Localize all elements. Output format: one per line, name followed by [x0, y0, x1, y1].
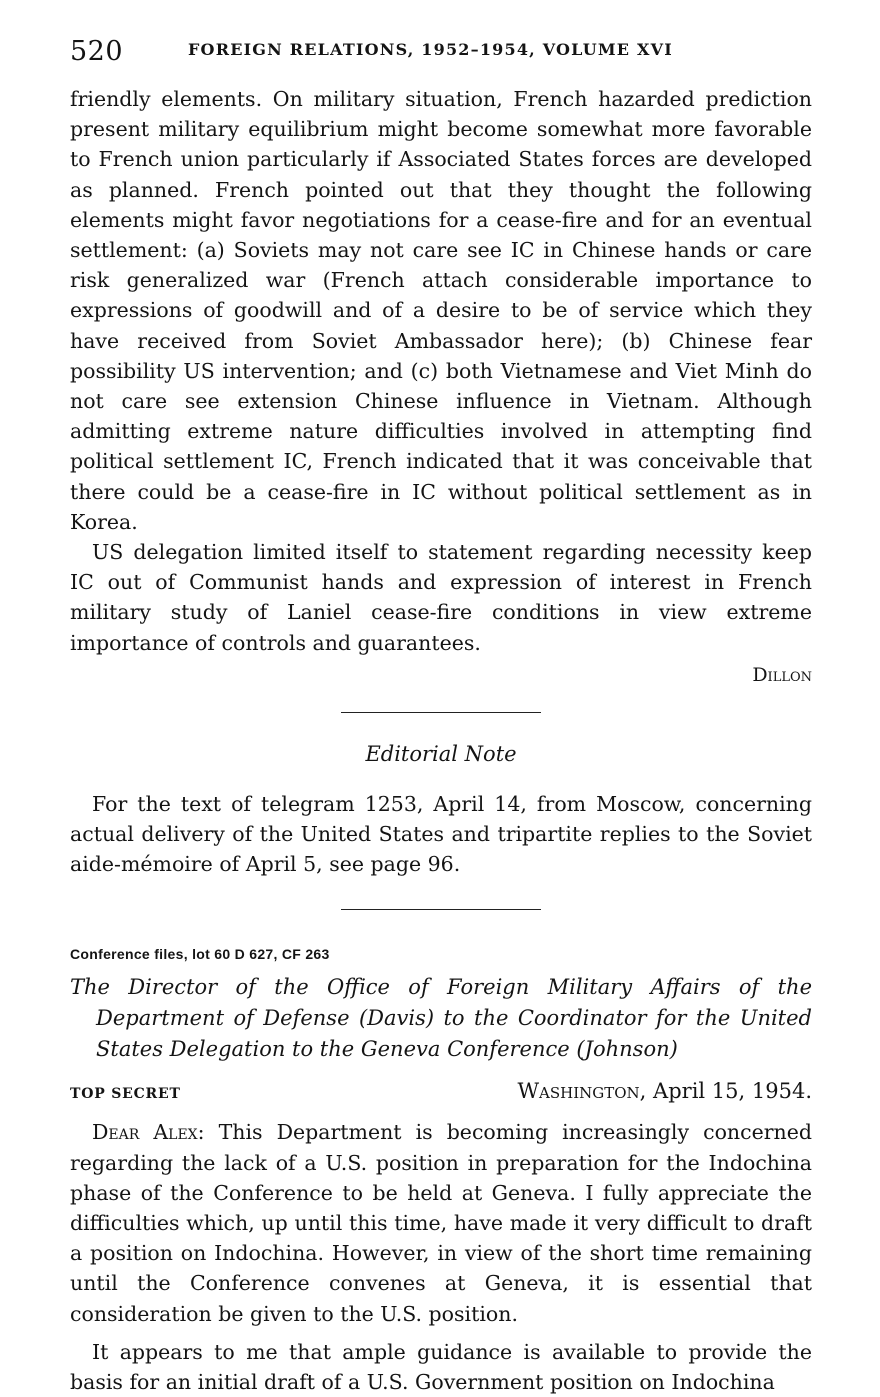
- classification-label: TOP SECRET: [70, 1086, 181, 1103]
- dateline-row: [70, 1079, 812, 1111]
- dateline-place: Washington,: [517, 1079, 647, 1104]
- editorial-note-title: Editorial Note: [365, 741, 517, 766]
- section-divider: [341, 909, 541, 910]
- source-note: Conference files, lot 60 D 627, CF 263: [70, 946, 330, 963]
- letter-paragraph-text: This Department is becoming increasingly concerned regarding the lack of a U.S. position in preparation for the Indochina phase of the Conference to be held at Geneva. I fully appreciate the difficulties which, up until this time, have made it very difficult to draft a position on Indochina. However, in view of the short time remaining until the Conference convenes at Geneva, it is essential that consideration be given to the U.S. position.: [70, 1120, 812, 1326]
- letter-paragraph: It appears to me that ample guidance is available to provide the basis for an initial draft of a U.S. Government position on Indochina: [70, 1339, 812, 1395]
- dateline: [517, 1079, 812, 1103]
- letter-paragraph: [70, 1117, 812, 1328]
- section-divider: [341, 712, 541, 713]
- document-page: [70, 30, 812, 1397]
- running-title: FOREIGN RELATIONS, 1952–1954, VOLUME XVI: [188, 40, 673, 59]
- editorial-note-text: For the text of telegram 1253, April 14, from Moscow, concerning actual delivery of the United States and tripartite replies to the Soviet aide-mémoire of April 5, see page 96.: [70, 791, 812, 877]
- signature: Dillon: [752, 663, 812, 686]
- continuation-paragraph: friendly elements. On military situation, French hazarded prediction present military equilibrium might become somewhat more favorable to French union particularly if Associated States forces are developed as planned. French pointed out that they thought the following elements might favor negotiations for a cease-fire and for an eventual settlement: (a) Soviets may not care see IC in Chinese hands or care risk generalized war (French attach considerable importance to expressions of goodwill and of a desire to be of service which they have received from Soviet Ambassador here); (b) Chinese fear possibility US intervention; and (c) both Vietnamese and Viet Minh do not care see extension Chinese influence in Vietnam. Although admitting extreme nature difficulties involved in attempting find political settlement IC, French indicated that it was conceivable that there could be a cease-fire in IC without political settlement as in Korea.: [70, 87, 812, 534]
- document-title: The Director of the Office of Foreign Military Affairs of the Department of Defense (Davis) to the Coordinator for the United States Delegation to the Geneva Conference (Johnson): [70, 975, 812, 1062]
- salutation: Dear Alex:: [92, 1120, 205, 1145]
- dateline-date: April 15, 1954.: [653, 1079, 812, 1104]
- running-header: [70, 30, 812, 74]
- page-number: 520: [70, 36, 124, 67]
- continuation-paragraph: US delegation limited itself to statement regarding necessity keep IC out of Communist hands and expression of interest in French military study of Laniel cease-fire conditions in view extreme importance of controls and guarantees.: [70, 540, 812, 655]
